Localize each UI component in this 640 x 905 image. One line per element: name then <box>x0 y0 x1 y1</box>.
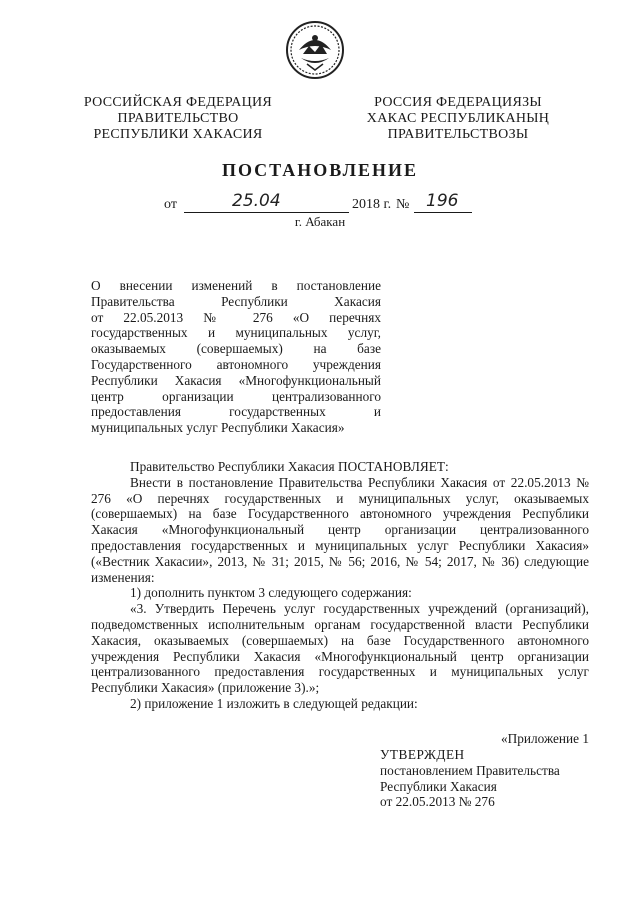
subject-line: от 22.05.2013 № 276 «О перечнях <box>91 309 381 325</box>
coat-of-arms-emblem-icon <box>285 20 345 80</box>
body-paragraph-point-3: «3. Утвердить Перечень услуг государственных учреждений (организаций), подведомственных исполнительным органам государственной власти Республики Хакасия, оказываемых (совершаемых) на базе Государственного автономного учреждения Республики Хакасия «Многофункциональный центр организации централизованного предоставления государственных и муниципальных услуг Республики Хакасия» (приложение 3).»; <box>91 601 589 696</box>
approved-line: от 22.05.2013 № 276 <box>380 794 495 810</box>
date-handwritten: 25.04 <box>232 191 281 211</box>
header-left-line-3: РЕСПУБЛИКИ ХАКАСИЯ <box>93 127 263 142</box>
subject-line: оказываемых (совершаемых) на базе <box>91 341 381 357</box>
header-right-line-2: ХАКАС РЕСПУБЛИКАНЫҢ <box>366 111 550 126</box>
header-right-line-1: РОССИЯ ФЕДЕРАЦИЯЗЫ <box>374 95 542 110</box>
header-right-block <box>360 95 556 143</box>
body-text <box>91 459 589 712</box>
year-label: 2018 г. <box>352 197 392 212</box>
body-paragraph-item-2: 2) приложение 1 изложить в следующей редакции: <box>130 695 418 711</box>
body-paragraph-amend: Внести в постановление Правительства Республики Хакасия от 22.05.2013 № 276 «О перечнях государственных и муниципальных услуг, оказываемых (совершаемых) на базе Государственного автономного учреждения Республики Хакасия «Многофункциональный центр организации централизованного предоставления государственных и муниципальных услуг Республики Хакасия» («Вестник Хакасии», 2013, № 31; 2015, № 56; 2016, № 54; 2017, № 36) следующие изменения: <box>91 474 589 585</box>
from-label: от <box>164 197 177 212</box>
subject-line: Государственного автономного учреждения <box>91 356 381 372</box>
document-title: ПОСТАНОВЛЕНИЕ <box>221 160 419 180</box>
body-paragraph-preamble: Правительство Республики Хакасия ПОСТАНОВЛЯЕТ: <box>130 459 449 474</box>
appendix-label: «Приложение 1 <box>501 731 589 746</box>
subject-line: Правительства Республики Хакасия <box>91 293 381 309</box>
header-left-line-1: РОССИЙСКАЯ ФЕДЕРАЦИЯ <box>83 95 273 110</box>
subject-line: муниципальных услуг Республики Хакасия» <box>91 420 345 436</box>
subject-block <box>91 278 381 436</box>
number-handwritten: 196 <box>426 191 459 211</box>
header-right-line-3: ПРАВИТЕЛЬСТВОЗЫ <box>387 127 529 142</box>
subject-line: предоставления государственных и <box>91 404 381 420</box>
subject-line: центр организации централизованного <box>91 388 381 404</box>
subject-line: Республики Хакасия «Многофункциональный <box>91 372 381 388</box>
city-label: г. Абакан <box>294 214 346 229</box>
header-left-line-2: ПРАВИТЕЛЬСТВО <box>117 111 239 126</box>
date-underline <box>184 212 349 213</box>
subject-line: О внесении изменений в постановление <box>91 278 381 293</box>
number-underline <box>414 212 472 213</box>
header-left-block <box>78 95 278 143</box>
subject-line: государственных и муниципальных услуг, <box>91 325 381 341</box>
body-paragraph-item-1: 1) дополнить пунктом 3 следующего содержания: <box>130 585 412 601</box>
number-label: № <box>396 197 410 212</box>
approved-line: Республики Хакасия <box>380 778 497 794</box>
approval-block <box>380 747 560 810</box>
approved-title: УТВЕРЖДЕН <box>380 747 465 762</box>
approved-line: постановлением Правительства <box>380 762 560 778</box>
